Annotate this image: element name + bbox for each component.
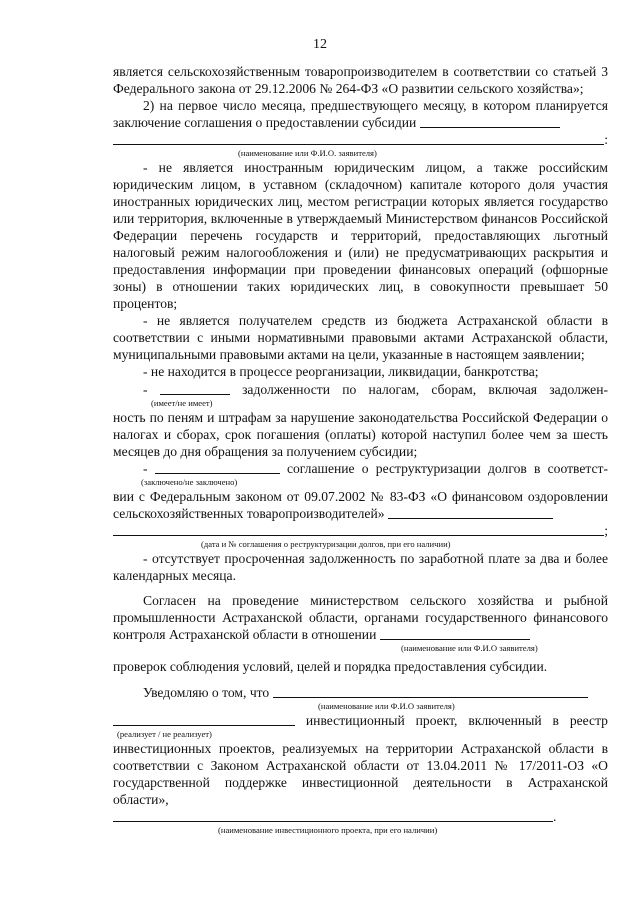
blank-has-debt — [160, 382, 230, 395]
paragraph-first-day — [113, 97, 608, 131]
period: . — [553, 809, 557, 824]
paragraph-notify — [113, 684, 608, 701]
blank-agreement-line — [388, 506, 553, 519]
paragraph-consent — [113, 592, 608, 643]
paragraph-checks: проверок соблюдения условий, целей и порядка предоставления субсидии. — [113, 659, 548, 674]
notify-text: Уведомляю о том, что — [143, 685, 270, 700]
bullet-budget-recipient: - не является получателем средств из бюджета Астраханской области в соответствии с иными нормативными правовыми актами Астраханской области, муниципальными правовыми актами на цели, указанные в настоящем заявлении; — [113, 313, 608, 362]
blank-line — [113, 131, 604, 145]
tax-debt-text: задолженности по налогам, сборам, включая задолжен- — [242, 382, 609, 397]
blank-project-name — [113, 809, 553, 822]
bullet-restructuring — [113, 460, 608, 477]
caption-project: (наименование инвестиционного проекта, при его наличии) — [218, 825, 438, 835]
invest-continuation — [113, 740, 608, 825]
page-number: 12 — [313, 37, 327, 52]
bullet-tax-debt — [113, 381, 608, 398]
caption-name-fio: (наименование или Ф.И.О заявителя) — [401, 643, 538, 653]
blank-realizes — [113, 713, 295, 726]
bullet-reorganization: - не находится в процессе реорганизации, ликвидации, банкротства; — [143, 364, 539, 379]
dash: - — [143, 461, 148, 476]
dash: - — [143, 382, 148, 397]
tax-debt-continuation: ность по пеням и штрафам за нарушение законодательства Российской Федерации о налогах и сборах, срок погашения (оплаты) которой наступил более чем за шесть месяцев до дня обращения за получением субсидии; — [113, 410, 608, 459]
bullet-salary-debt: - отсутствует просроченная задолженность по заработной плате за два и более календарных месяца. — [113, 551, 608, 583]
caption-agreement-date: (дата и № соглашения о реструктуризации долгов, при его наличии) — [201, 539, 451, 549]
blank-notify-applicant — [273, 685, 588, 698]
blank-consent-applicant — [380, 627, 530, 640]
restructuring-law-text: вии с Федеральным законом от 09.07.2002 № 83-ФЗ «О финансовом оздоровлении сельскохозяйственных товаропроизводителей» — [113, 489, 608, 521]
blank-applicant-line — [420, 115, 560, 128]
paragraph-invest — [113, 712, 608, 729]
consent-text: Согласен на проведение министерством сельского хозяйства и рыбной промышленности Астраханской области, органами государственного финансового контроля Астраханской области в отношении — [113, 593, 608, 642]
semicolon: ; — [604, 523, 608, 538]
restructuring-text: соглашение о реструктуризации долгов в соответст- — [286, 461, 608, 476]
caption-has-not: (имеет/не имеет) — [151, 398, 213, 408]
invest-law-text: инвестиционных проектов, реализуемых на территории Астраханской области в соответствии с Законом Астраханской области от 13.04.2011 № 17/2011-ОЗ «О государственной поддержке инвестиционной деятельности в Астраханской области», — [113, 741, 608, 807]
restructuring-continuation — [113, 488, 608, 522]
agreement-line-row — [113, 522, 608, 539]
applicant-line-row — [113, 131, 608, 148]
caption-concluded: (заключено/не заключено) — [141, 477, 238, 487]
first-day-text: 2) на первое число месяца, предшествующего месяцу, в котором планируется заключение соглашения о предоставлении субсидии — [113, 98, 608, 130]
paragraph-producer: является сельскохозяйственным товаропроизводителем в соответствии со статьей 3 Федерального закона от 29.12.2006 № 264-ФЗ «О развитии сельского хозяйства»; — [113, 64, 608, 96]
invest-text: инвестиционный проект, включенный в реестр — [305, 713, 608, 728]
bullet-foreign-entity: - не является иностранным юридическим лицом, а также российским юридическим лицом, в уставном (складочном) капитале которого доля участия иностранных юридических лиц, местом регистрации которых является государство или территория, включенные в утверждаемый Министерством финансов Российской Федерации перечень государств и территорий, предоставляющих льготный налоговый режим налогообложения и (или) не предусматривающих раскрытия и предоставления информации при проведении финансовых операций (офшорные зоны) в отношении таких юридических лиц, в совокупности превышает 50 процентов; — [113, 160, 608, 311]
document-body — [113, 63, 608, 836]
caption-name-fio: (наименование или Ф.И.О заявителя) — [318, 701, 455, 711]
blank-line — [113, 522, 604, 536]
colon: : — [604, 132, 608, 147]
blank-concluded — [155, 461, 280, 474]
caption-name-fio: (наименование или Ф.И.О. заявителя) — [238, 148, 377, 158]
caption-realizes: (реализует / не реализует) — [117, 729, 212, 739]
